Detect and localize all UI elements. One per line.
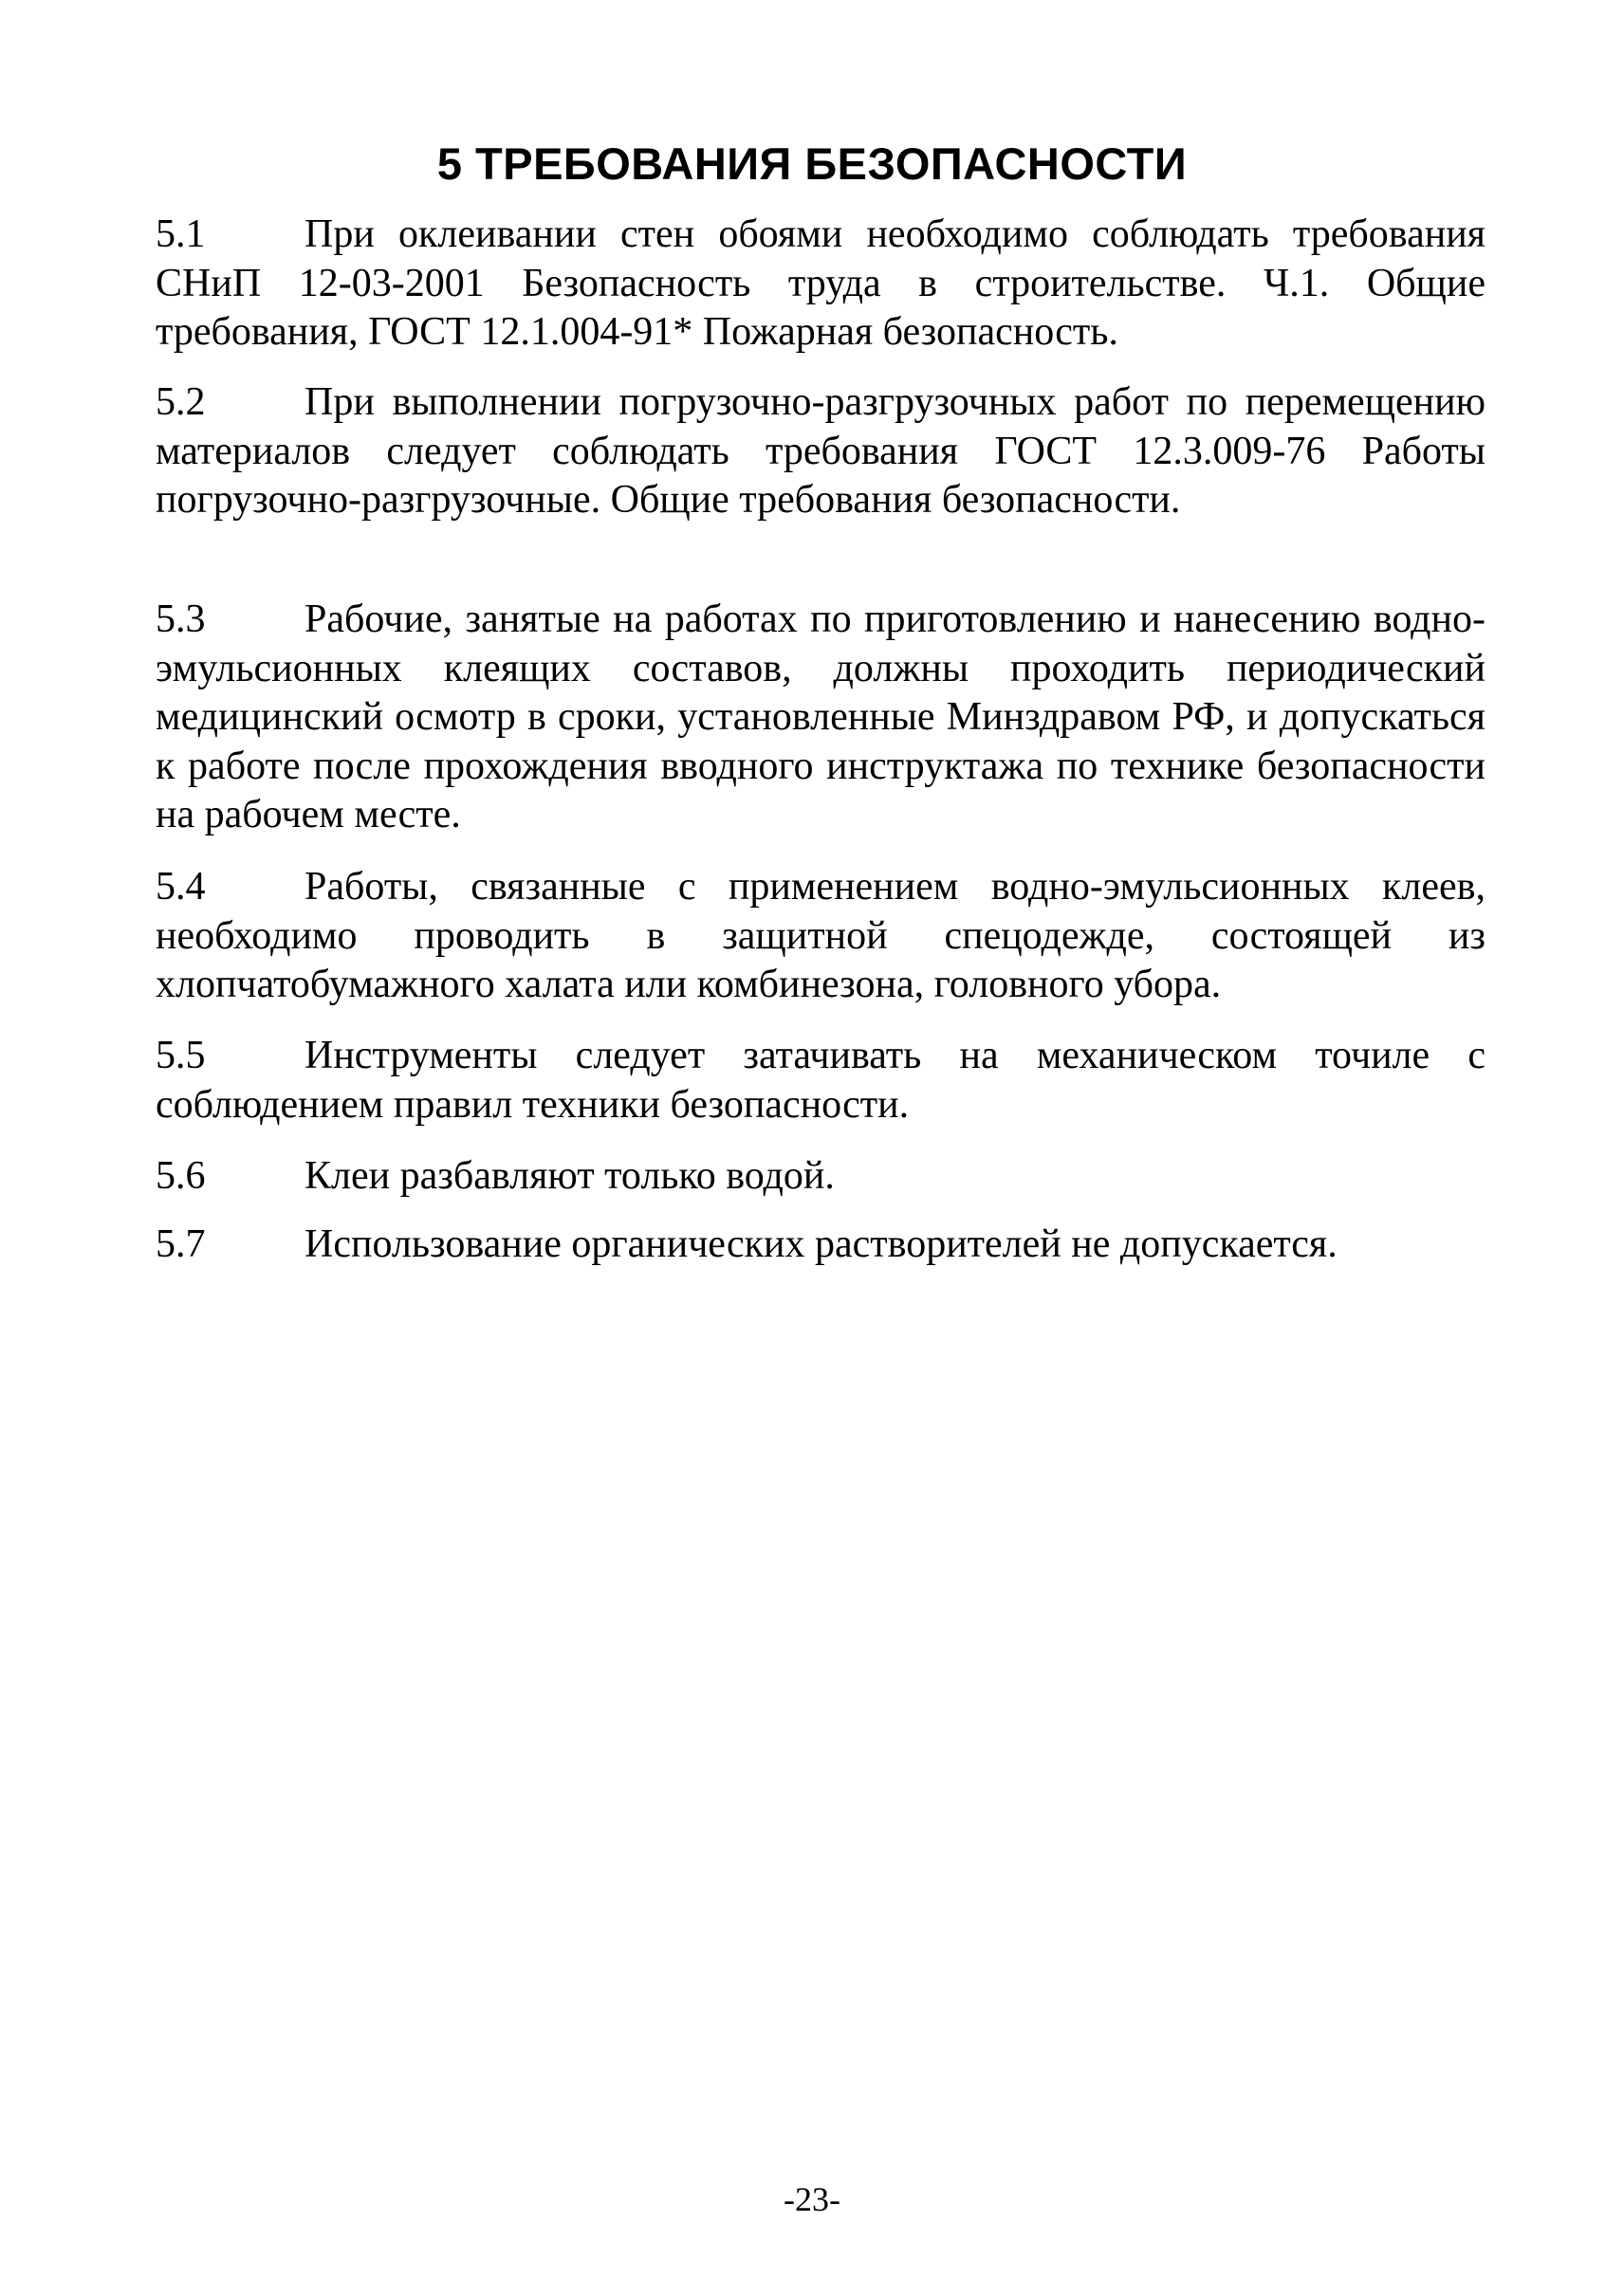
paragraph-5-6 xyxy=(156,1152,1486,1202)
paragraph-5-1 xyxy=(156,211,1486,358)
paragraph-text: Использование органических растворителей не допускается. xyxy=(304,1222,1338,1266)
paragraph-text: Рабочие, занятые на работах по приготовлению и нанесению водно-эмульсионных клеящих составов, должны проходить периодический медицинский осмотр в сроки, установленные Минздравом РФ, и допускаться к работе после прохождения вводного инструктажа по технике безопасности на рабочем месте. xyxy=(156,597,1486,836)
paragraph-text: При выполнении погрузочно-разгрузочных работ по перемещению материалов следует соблюдать требования ГОСТ 12.3.009-76 Работы погрузочно-разгрузочные. Общие требования безопасности. xyxy=(156,380,1486,522)
paragraph-text: При оклеивании стен обоями необходимо соблюдать требования СНиП 12-03-2001 Безопасность труда в строительстве. Ч.1. Общие требования, ГОСТ 12.1.004-91* Пожарная безопасность. xyxy=(156,212,1486,354)
paragraph-number: 5.3 xyxy=(156,597,206,641)
paragraph-5-2 xyxy=(156,378,1486,525)
paragraph-text: Клеи разбавляют только водой. xyxy=(304,1154,835,1198)
paragraph-number: 5.1 xyxy=(156,212,206,256)
section-heading: 5 ТРЕБОВАНИЯ БЕЗОПАСНОСТИ xyxy=(436,138,1188,189)
paragraph-text: Работы, связанные с применением водно-эмульсионных клеев, необходимо проводить в защитной спецодежде, состоящей из хлопчатобумажного халата или комбинезона, головного убора. xyxy=(156,865,1486,1006)
paragraph-number: 5.6 xyxy=(156,1154,206,1198)
paragraph-5-4 xyxy=(156,863,1486,1010)
paragraph-number: 5.2 xyxy=(156,380,206,424)
paragraph-text: Инструменты следует затачивать на механическом точиле с соблюдением правил техники безопасности. xyxy=(156,1034,1486,1127)
paragraph-number: 5.4 xyxy=(156,865,206,909)
paragraph-number: 5.7 xyxy=(156,1222,206,1266)
paragraph-number: 5.5 xyxy=(156,1034,206,1077)
page-number: -23- xyxy=(784,2180,840,2218)
paragraph-5-7 xyxy=(156,1221,1486,1270)
paragraph-5-5 xyxy=(156,1032,1486,1130)
paragraph-5-3 xyxy=(156,596,1486,840)
